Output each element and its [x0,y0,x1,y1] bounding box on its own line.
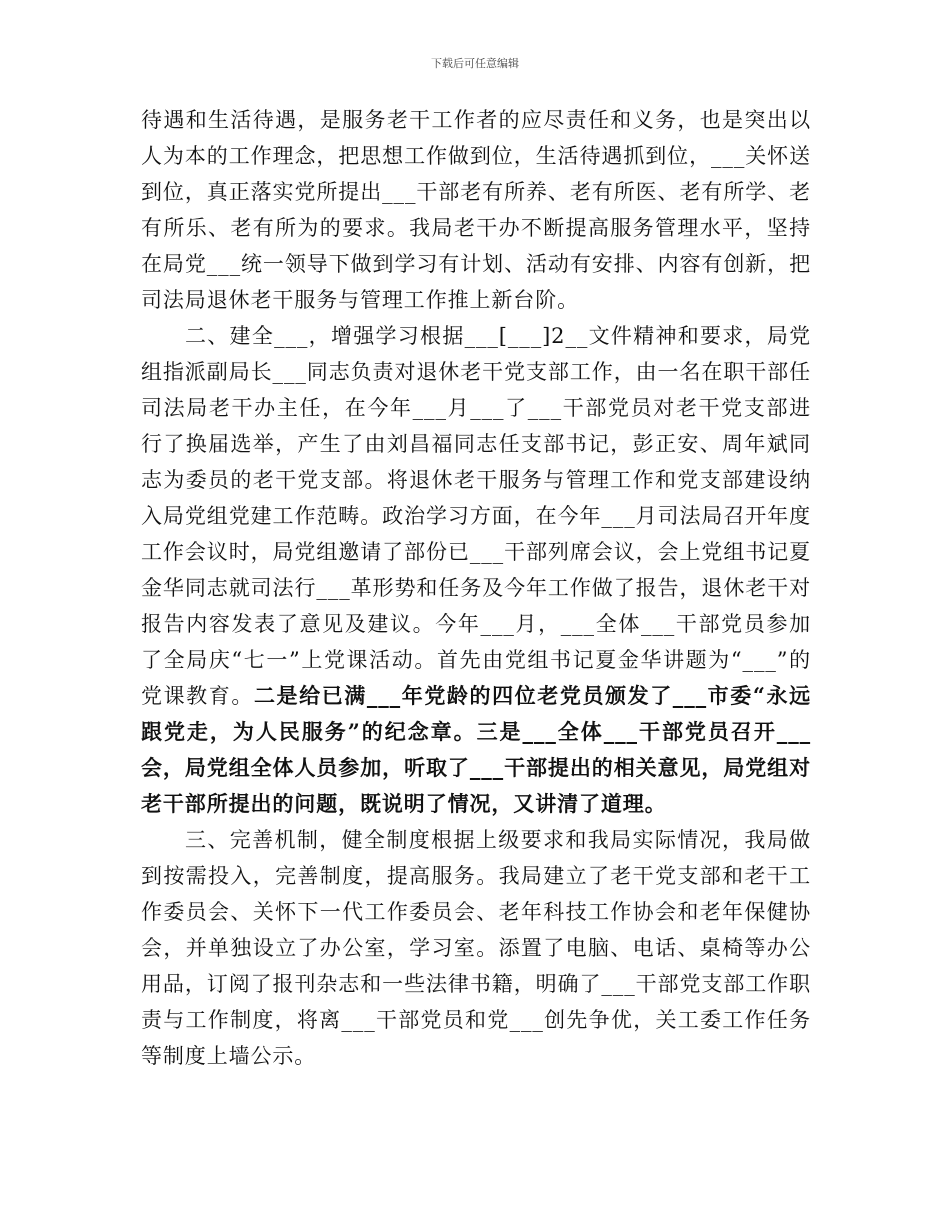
paragraph-section-3 [141,822,811,1074]
document-body [141,102,811,1074]
paragraph-text: 三、完善机制，健全制度根据上级要求和我局实际情况，我局做到按需投入，完善制度，提高服务。我局建立了老干党支部和老干工作委员会、关怀下一代工作委员会、老年科技工作协会和老年保健协会，并单独设立了办公室，学习室。添置了电脑、电话、桌椅等办公用品，订阅了报刊杂志和一些法律书籍，明确了___干部党支部工作职责与工作制度，将离___干部党员和党___创先争优，关工委工作任务等制度上墙公示。 [141,828,811,1068]
paragraph-text: 二、建全___，增强学习根据___[___]2__文件精神和要求，局党组指派副局长___同志负责对退休老干党支部工作，由一名在职干部任司法局老干办主任，在今年___月___了___干部党员对老干党支部进行了换届选举，产生了由刘昌福同志任支部书记，彭正安、周年斌同志为委员的老干党支部。将退休老干服务与管理工作和党支部建设纳入局党组党建工作范畴。政治学习方面，在今年___月司法局召开年度工作会议时，局党组邀请了部份已___干部列席会议，会上党组书记夏金华同志就司法行___革形势和任务及今年工作做了报告，退休老干对报告内容发表了意见及建议。今年___月，___全体___干部党员参加了全局庆“七一”上党课活动。首先由党组书记夏金华讲题为“___”的党课教育。 [141,324,811,708]
paragraph-bold-text: 二是给已满___年党龄的四位老党员颁发了___市委“永远跟党走，为人民服务”的纪念章。三是___全体___干部党员召开___会，局党组全体人员参加，听取了___干部提出的相关意见，局党组对老干部所提出的问题，既说明了情况，又讲清了道理。 [141,683,812,816]
page-header: 下载后可任意编辑 [431,57,519,70]
paragraph-section-2 [141,318,811,822]
paragraph-continuation [141,102,811,318]
paragraph-text: 待遇和生活待遇，是服务老干工作者的应尽责任和义务，也是突出以人为本的工作理念，把思想工作做到位，生活待遇抓到位，___关怀送到位，真正落实党所提出___干部老有所养、老有所医、老有所学、老有所乐、老有所为的要求。我局老干办不断提高服务管理水平，坚持在局党___统一领导下做到学习有计划、活动有安排、内容有创新，把司法局退休老干服务与管理工作推上新台阶。 [141,108,811,312]
